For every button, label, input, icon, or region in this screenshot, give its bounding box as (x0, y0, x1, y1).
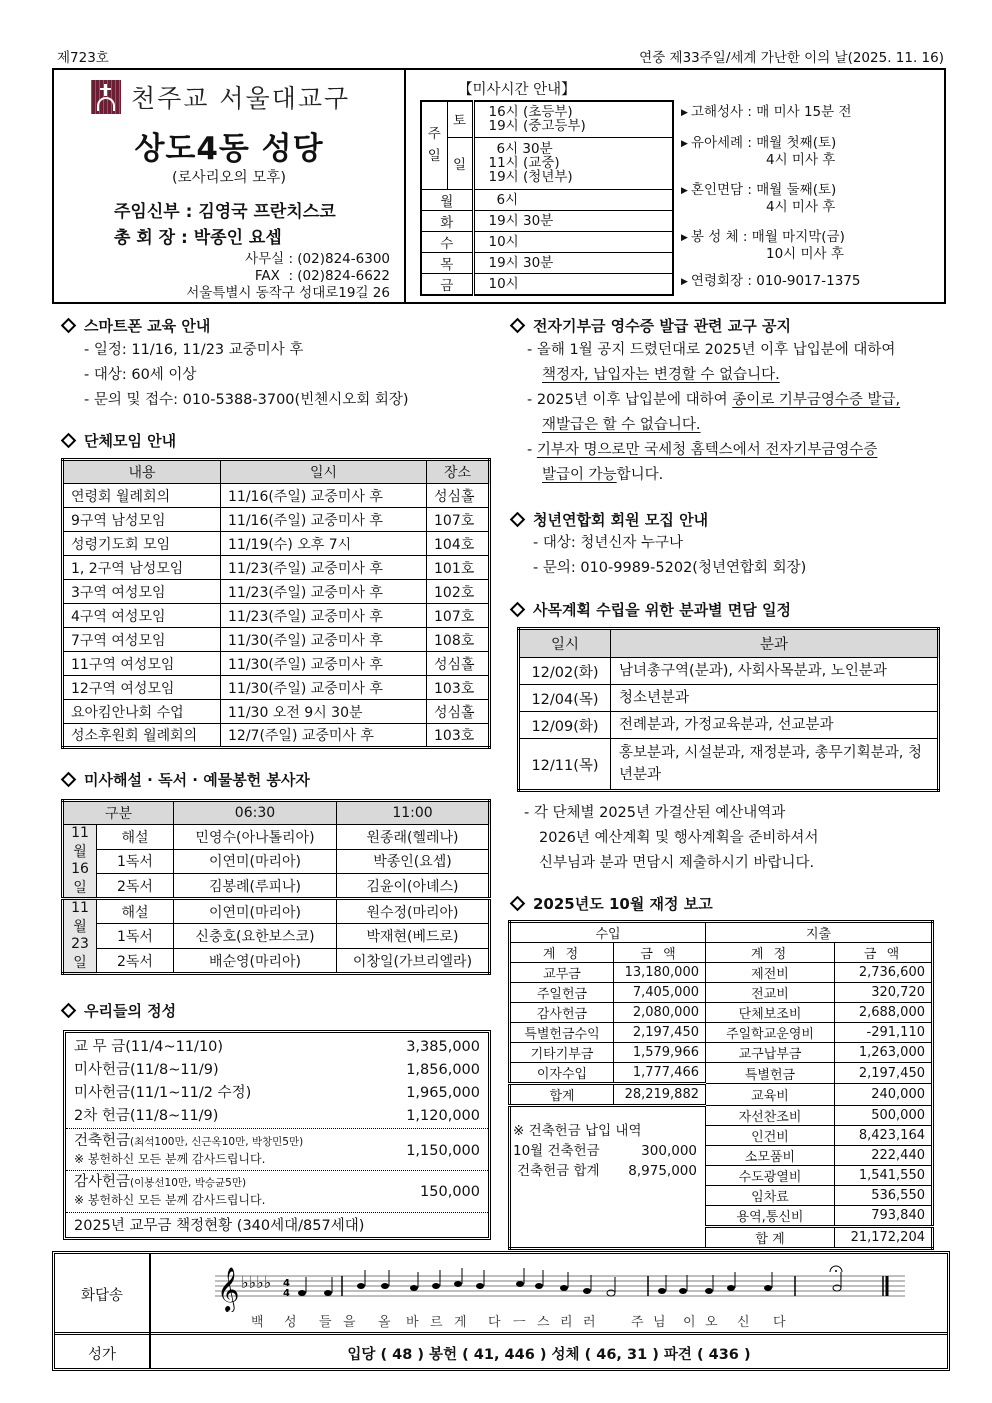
mass-times: 19시 30분 (473, 210, 673, 231)
expense-amount: 1,541,550 (835, 1166, 933, 1186)
income-account: 기타기부금 (510, 1043, 614, 1063)
expense-account: 교구납부금 (706, 1043, 835, 1063)
psalm-label: 화답송 (80, 1288, 124, 1304)
expense-total-label: 합 계 (706, 1227, 835, 1249)
group-datetime: 11/23(주일) 교중미사 후 (221, 580, 427, 604)
music-note-icon (381, 1283, 389, 1289)
group-row (63, 604, 490, 628)
mass-day: 화 (421, 210, 473, 231)
group-location: 성심홀 (427, 700, 490, 724)
group-name: 11구역 여성모임 (63, 652, 221, 676)
music-note-icon (560, 1285, 568, 1291)
info-confession: ▶ 고해성사 : 매 미사 15분 전 (681, 104, 852, 120)
expense-total: 21,172,204 (835, 1227, 933, 1249)
music-note-icon (516, 1281, 524, 1287)
youth-section: 청년연합회 회원 모집 안내 - 대상: 청년신자 누구나 - 문의: 010-9989-5202(청년연합회 회장) (509, 509, 949, 581)
music-note-icon (583, 1288, 591, 1294)
info-infant-baptism: ▶ 유아세례 : 매월 첫째(토) 4시 미사 후 (681, 135, 837, 168)
volunteer-early: 김봉례(루피나) (173, 874, 336, 899)
group-row (63, 652, 490, 676)
expense-account: 용역,통신비 (706, 1206, 835, 1227)
section-title: 미사해설 · 독서 · 예물봉헌 봉사자 (60, 769, 310, 790)
diamond-bullet-icon (61, 318, 77, 334)
masthead (52, 68, 946, 304)
bullet-list: - 일정: 11/16, 11/23 교중미사 후 - 대상: 60세 이상 - 문의 및 접수: 010-5388-3700(빈첸시오회 회장) (84, 342, 409, 408)
church-name: 상도4동 성당 (134, 131, 324, 167)
group-location: 107호 (427, 508, 490, 532)
group-datetime: 11/30(주일) 교중미사 후 (221, 652, 427, 676)
group-location: 성심홀 (427, 484, 490, 508)
mass-day: 금 (421, 273, 473, 295)
interview-date: 12/09(화) (519, 712, 611, 739)
group-row (63, 556, 490, 580)
group-name: 연령회 월례회의 (63, 484, 221, 508)
mass-day: 목 (421, 252, 473, 273)
section-title: 사목계획 수립을 위한 분과별 면담 일정 (509, 599, 791, 620)
group-name: 9구역 남성모임 (63, 508, 221, 532)
group-row (63, 676, 490, 700)
volunteer-late: 이창일(가브리엘라) (336, 949, 489, 974)
triangle-bullet-icon: ▶ (681, 139, 688, 149)
thanks-offering: 감사헌금(이봉선10만, 박승균5만) ※ 봉헌하신 모든 분께 감사드립니다. 150,000 (66, 1170, 488, 1212)
group-datetime: 11/30 오전 9시 30분 (221, 700, 427, 724)
group-location: 103호 (427, 724, 490, 748)
music-note-icon (410, 1285, 418, 1291)
groups-section (60, 430, 176, 451)
psalm-music-staff (215, 1262, 905, 1312)
interview-date: 12/04(목) (519, 685, 611, 712)
group-row (63, 628, 490, 652)
income-account: 특별헌금수익 (510, 1023, 614, 1043)
building-offering: 건축헌금(최석100만, 신근옥10만, 박창민5만) ※ 봉헌하신 모든 분께 감사드립니다. 1,150,000 (66, 1128, 488, 1170)
group-name: 7구역 여성모임 (63, 628, 221, 652)
income-account: 감사헌금 (510, 1003, 614, 1023)
lyric-syllable: 신 (737, 1315, 750, 1330)
interview-divisions: 전례분과, 가정교육분과, 선교분과 (611, 712, 939, 739)
pledge-status: 2025년 교무금 책정현황 (340세대/857세대) (66, 1212, 488, 1239)
income-account: 주일헌금 (510, 983, 614, 1003)
logo-text: 천주교 서울대교구 (131, 84, 351, 113)
sunday-label: 주 일 (421, 101, 447, 189)
income-total: 28,219,882 (614, 1084, 706, 1106)
expense-account: 주일학교운영비 (706, 1023, 835, 1043)
lyric-syllable: 님 (653, 1315, 666, 1330)
svg-text:4: 4 (283, 1288, 290, 1299)
income-amount: 2,197,450 (614, 1023, 706, 1043)
lyric-syllable: 오 (705, 1315, 718, 1330)
group-datetime: 12/7(주일) 교중미사 후 (221, 724, 427, 748)
expense-amount: 8,423,164 (835, 1126, 933, 1146)
contact-info (186, 251, 390, 302)
triangle-bullet-icon: ▶ (681, 186, 688, 196)
diamond-bullet-icon (510, 318, 526, 334)
group-name: 요아킴안나회 수업 (63, 700, 221, 724)
income-amount: 1,777,466 (614, 1063, 706, 1084)
offering-row: 교 무 금(11/4~11/10) 3,385,000 (74, 1039, 480, 1055)
church-info (54, 70, 406, 302)
music-note-icon (764, 1285, 772, 1291)
expense-account: 제전비 (706, 963, 835, 983)
diamond-bullet-icon (510, 896, 526, 912)
volunteer-late: 김윤이(아녜스) (336, 874, 489, 899)
volunteer-role: 해설 (97, 899, 174, 924)
volunteer-role: 1독서 (97, 924, 174, 949)
expense-account: 전교비 (706, 983, 835, 1003)
triangle-bullet-icon: ▶ (681, 233, 688, 243)
expense-amount: 222,440 (835, 1146, 933, 1166)
group-datetime: 11/30(주일) 교중미사 후 (221, 676, 427, 700)
lyric-syllable: 들 (319, 1315, 332, 1330)
group-location: 성심홀 (427, 652, 490, 676)
finance-row (510, 1084, 933, 1106)
hymn-numbers: 입당 ( 48 ) 봉헌 ( 41, 446 ) 성체 ( 46, 31 ) 파견 ( 436 ) (347, 1347, 751, 1363)
finance-row (510, 1063, 933, 1084)
finance-row (510, 1023, 933, 1043)
fax-number: FAX : (02)824-6622 (254, 268, 390, 284)
group-name: 4구역 여성모임 (63, 604, 221, 628)
income-account: 교무금 (510, 963, 614, 983)
finance-table: 수입 지출 계 정 금 액 계 정 금 액 교무금 13,180,000 제전비 2,736,600 주일헌금 7,405,000 전교비 320,720 감사헌금 2,080,000 단체보조비 2,688,000 특별헌금수익 2,197,450 주일학교운영비 -291,110 기타기부금 1,579,966 교구납부금 1,263,000 이자수입 1,777,466 특별헌금 2,197,450 합계 28,219,882 교육비 240,000 ※ 건축헌금 납입 내역 10월 건축헌금 300,000 건축헌금 합계 8,975,000 자선찬조비 500,000 인건비 8,423,164 소모품비 222,440 수도광열비 1,541,550 임차료 536,550 용역,통신비 793,840 합 계 21,172,204 (508, 920, 934, 1250)
finance-row (510, 1106, 933, 1126)
address: 서울특별시 동작구 성대로19길 26 (186, 285, 390, 301)
mass-times: 16시 (초등부) 19시 (중고등부) (473, 101, 673, 137)
volunteers-table: 구분 06:30 11:00 11월 16일 해설 민영수(아나톨리아) 원종래(헬레나) 1독서 이연미(마리아) 박종인(요셉) 2독서 김봉례(루피나) 김윤이(아녜스) 11월 23일 해설 이연미(마리아) 원수정(마리아) 1독서 신충호(요한보스코) 박재현(베드로) 2독서 배순영(마리아) 이창일(가브리엘라) (61, 799, 491, 975)
volunteer-row (63, 949, 490, 974)
triangle-bullet-icon: ▶ (681, 108, 688, 118)
lyric-syllable: 성 (284, 1315, 297, 1330)
interview-date: 12/02(화) (519, 658, 611, 685)
group-datetime: 11/16(주일) 교중미사 후 (221, 508, 427, 532)
volunteer-early: 민영수(아나톨리아) (173, 825, 336, 850)
volunteer-late: 원수정(마리아) (336, 899, 489, 924)
group-row (63, 484, 490, 508)
mass-times: 6시 30분 11시 (교중) 19시 (청년부) (473, 137, 673, 189)
info-marriage: ▶ 혼인면담 : 매월 둘째(토) 4시 미사 후 (681, 182, 837, 215)
expense-amount: 536,550 (835, 1186, 933, 1206)
music-note-icon (476, 1283, 484, 1289)
group-row (63, 700, 490, 724)
music-note-icon (454, 1281, 462, 1287)
smartphone-section (60, 315, 490, 413)
music-note-icon (357, 1283, 365, 1289)
building-fund-note: ※ 건축헌금 납입 내역 10월 건축헌금 300,000 건축헌금 합계 8,975,000 (510, 1106, 706, 1249)
interview-row (519, 658, 939, 685)
lyric-syllable: 올 (378, 1315, 391, 1330)
lyric-syllable: 르 (430, 1315, 443, 1330)
expense-account: 인건비 (706, 1126, 835, 1146)
mass-schedule (408, 70, 944, 302)
group-row (63, 724, 490, 748)
volunteer-row (63, 899, 490, 924)
volunteer-date: 11월 23일 (63, 899, 97, 974)
volunteer-row (63, 849, 490, 874)
group-name: 12구역 여성모임 (63, 676, 221, 700)
volunteer-late: 원종래(헬레나) (336, 825, 489, 850)
interview-divisions: 청소년분과 (611, 685, 939, 712)
lyric-syllable: 주 (631, 1315, 644, 1330)
mass-times: 19시 30분 (473, 252, 673, 273)
group-datetime: 11/23(주일) 교중미사 후 (221, 556, 427, 580)
volunteer-row (63, 825, 490, 850)
interviews-note: - 각 단체별 2025년 가결산된 예산내역과 2026년 예산계획 및 행사계획을 준비하셔서 신부님과 분과 면담시 제출하시기 바랍니다. (524, 805, 819, 871)
expense-amount: 2,197,450 (835, 1063, 933, 1084)
patron-saint: (로사리오의 모후) (172, 170, 286, 186)
mass-times: 10시 (473, 273, 673, 295)
volunteer-early: 이연미(마리아) (173, 849, 336, 874)
income-header: 수입 (510, 922, 706, 943)
svg-text:4: 4 (283, 1278, 290, 1289)
music-note-icon (679, 1288, 687, 1294)
mass-times: 6시 (473, 189, 673, 210)
diamond-bullet-icon (510, 512, 526, 528)
issue-number: 제723호 (57, 50, 109, 66)
treble-clef-icon: 𝄞 (217, 1267, 240, 1311)
lyric-syllable: 리 (560, 1315, 573, 1330)
group-name: 3구역 여성모임 (63, 580, 221, 604)
section-title: 2025년도 10월 재정 보고 (509, 893, 713, 914)
mass-day: 수 (421, 231, 473, 252)
cathedral-icon (91, 80, 121, 114)
income-total-label: 합계 (510, 1084, 614, 1106)
income-account: 이자수입 (510, 1063, 614, 1084)
expense-account: 특별헌금 (706, 1063, 835, 1084)
group-datetime: 11/16(주일) 교중미사 후 (221, 484, 427, 508)
music-note-icon (658, 1288, 666, 1294)
liturgy-box (52, 1251, 950, 1371)
group-location: 107호 (427, 604, 490, 628)
volunteer-early: 배순영(마리아) (173, 949, 336, 974)
volunteer-role: 1독서 (97, 849, 174, 874)
interviews-section (509, 599, 791, 620)
lyric-syllable: 백 (251, 1315, 264, 1330)
group-name: 성령기도회 모임 (63, 532, 221, 556)
expense-account: 소모품비 (706, 1146, 835, 1166)
group-name: 성소후원회 월례회의 (63, 724, 221, 748)
group-location: 103호 (427, 676, 490, 700)
interview-date: 12/11(목) (519, 739, 611, 791)
group-row (63, 532, 490, 556)
expense-account: 자선찬조비 (706, 1106, 835, 1126)
offerings-section (60, 1000, 176, 1021)
lyric-syllable: 을 (343, 1315, 356, 1330)
office-phone: 사무실 : (02)824-6300 (245, 251, 390, 267)
interviews-table: 일시 분과 12/02(화) 남녀총구역(분과), 사회사목분과, 노인분과 12/04(목) 청소년분과 12/09(화) 전례분과, 가정교육분과, 선교분과 12/11(목) 홍보분과, 시설분과, 재정분과, 총무기획분과, 청년분과 (517, 627, 940, 792)
diamond-bullet-icon (510, 602, 526, 618)
group-name: 1, 2구역 남성모임 (63, 556, 221, 580)
volunteer-role: 2독서 (97, 949, 174, 974)
section-title: 우리들의 정성 (60, 1000, 176, 1021)
expense-account: 교육비 (706, 1084, 835, 1106)
mass-times: 10시 (473, 231, 673, 252)
group-location: 102호 (427, 580, 490, 604)
finance-row (510, 1003, 933, 1023)
section-title: 스마트폰 교육 안내 (60, 315, 490, 336)
group-datetime: 11/30(주일) 교중미사 후 (221, 628, 427, 652)
lyric-syllable: 스 (537, 1315, 550, 1330)
income-amount: 1,579,966 (614, 1043, 706, 1063)
expense-amount: 2,736,600 (835, 963, 933, 983)
income-amount: 2,080,000 (614, 1003, 706, 1023)
volunteer-row (63, 874, 490, 899)
music-note-icon (535, 1283, 543, 1289)
volunteer-early: 이연미(마리아) (173, 899, 336, 924)
music-note-icon (298, 1290, 306, 1296)
lyric-syllable: ㅡ (513, 1315, 526, 1330)
music-note-icon (705, 1288, 713, 1294)
group-row (63, 508, 490, 532)
group-location: 101호 (427, 556, 490, 580)
lyric-syllable: 바 (406, 1315, 419, 1330)
income-amount: 13,180,000 (614, 963, 706, 983)
offering-row: 미사헌금(11/8~11/9) 1,856,000 (74, 1062, 480, 1078)
svg-text:♭♭♭♭: ♭♭♭♭ (241, 1273, 272, 1292)
dateline: 연중 제33주일/세계 가난한 이의 날(2025. 11. 16) (639, 50, 944, 66)
mass-day: 토 (447, 101, 473, 137)
volunteers-section (60, 769, 310, 790)
music-note-icon (432, 1283, 440, 1289)
group-datetime: 11/23(주일) 교중미사 후 (221, 604, 427, 628)
ereceipt-section (509, 315, 949, 488)
interview-divisions: 홍보분과, 시설분과, 재정분과, 총무기획분과, 청년분과 (611, 739, 939, 791)
volunteer-early: 신충호(요한보스코) (173, 924, 336, 949)
expense-amount: 240,000 (835, 1084, 933, 1106)
volunteer-date: 11월 16일 (63, 825, 97, 899)
group-datetime: 11/19(수) 오후 7시 (221, 532, 427, 556)
council-president: 총 회 장 : 박종인 요셉 (114, 228, 282, 248)
lyric-syllable: 다 (488, 1315, 501, 1330)
music-note-icon (727, 1285, 735, 1291)
expense-amount: 320,720 (835, 983, 933, 1003)
expense-account: 임차료 (706, 1186, 835, 1206)
offering-row: 미사헌금(11/1~11/2 수정) 1,965,000 (74, 1085, 480, 1101)
group-location: 104호 (427, 532, 490, 556)
volunteer-late: 박재현(베드로) (336, 924, 489, 949)
diamond-bullet-icon (61, 1003, 77, 1019)
hymn-label: 성가 (87, 1347, 116, 1363)
section-title: 단체모임 안내 (60, 430, 176, 451)
offerings-box (63, 1030, 491, 1240)
expense-header: 지출 (706, 922, 933, 943)
volunteer-role: 2독서 (97, 874, 174, 899)
mass-time-table (420, 100, 674, 296)
mass-day: 일 (447, 137, 473, 189)
groups-table: 내용 일시 장소 연령회 월례회의 11/16(주일) 교중미사 후 성심홀 9구역 남성모임 11/16(주일) 교중미사 후 107호 성령기도회 모임 11/19(수) 오후 7시 104호 1, 2구역 남성모임 11/23(주일) 교중미사 후 101호 3구역 여성모임 11/23(주일) 교중미사 후 102호 4구역 여성모임 11/23(주일) 교중미사 후 107호 7구역 여성모임 11/30(주일) 교중미사 후 108호 11구역 여성모임 11/30(주일) 교중미사 후 성심홀 12구역 여성모임 11/30(주일) 교중미사 후 103호 요아킴안나회 수업 11/30 오전 9시 30분 성심홀 성소후원회 월례회의 12/7(주일) 교중미사 후 103호 (61, 458, 491, 749)
lyric-syllable: 러 (583, 1315, 596, 1330)
lyric-syllable: 이 (683, 1315, 696, 1330)
diamond-bullet-icon (61, 433, 77, 449)
expense-amount: 500,000 (835, 1106, 933, 1126)
finance-row (510, 1043, 933, 1063)
info-funeral-head: ▶ 연령회장 : 010-9017-1375 (681, 273, 861, 289)
volunteer-row (63, 924, 490, 949)
interview-divisions: 남녀총구역(분과), 사회사목분과, 노인분과 (611, 658, 939, 685)
interview-row (519, 685, 939, 712)
lyric-syllable: 게 (454, 1315, 467, 1330)
diamond-bullet-icon (61, 772, 77, 788)
volunteer-late: 박종인(요셉) (336, 849, 489, 874)
group-location: 108호 (427, 628, 490, 652)
lyric-syllable: 다 (773, 1315, 786, 1330)
mass-schedule-title: 【미사시간 안내】 (458, 82, 576, 98)
expense-amount: -291,110 (835, 1023, 933, 1043)
expense-account: 단체보조비 (706, 1003, 835, 1023)
notice-text: - 올해 1월 공지 드렸던대로 2025년 이후 납입분에 대하여 책정자, 납입자는 변경할 수 없습니다. - 2025년 이후 납입분에 대하여 종이로 기부금영수증 발급, 재발급은 할 수 없습니다. - 기부자 명으로만 국세청 홈텍스에서 전자기부금영수증 발급이 가능합니다. (527, 342, 901, 483)
info-communion: ▶ 봉 성 체 : 매월 마지막(금) 10시 미사 후 (681, 229, 845, 262)
mass-day: 월 (421, 189, 473, 210)
volunteer-role: 해설 (97, 825, 174, 850)
pastor: 주임신부 : 김영국 프란치스코 (114, 202, 336, 222)
offering-row: 2차 헌금(11/8~11/9) 1,120,000 (74, 1108, 480, 1124)
expense-account: 수도광열비 (706, 1166, 835, 1186)
expense-amount: 793,840 (835, 1206, 933, 1227)
group-row (63, 580, 490, 604)
music-note-icon (324, 1290, 332, 1296)
triangle-bullet-icon: ▶ (681, 277, 688, 287)
finance-section (509, 893, 713, 914)
section-title: 전자기부금 영수증 발급 관련 교구 공지 (509, 315, 949, 336)
finance-row (510, 983, 933, 1003)
expense-amount: 2,688,000 (835, 1003, 933, 1023)
income-amount: 7,405,000 (614, 983, 706, 1003)
expense-amount: 1,263,000 (835, 1043, 933, 1063)
finance-row (510, 963, 933, 983)
section-title: 청년연합회 회원 모집 안내 (509, 509, 949, 530)
interview-row (519, 712, 939, 739)
interview-row (519, 739, 939, 791)
archdiocese-logo (91, 79, 350, 115)
